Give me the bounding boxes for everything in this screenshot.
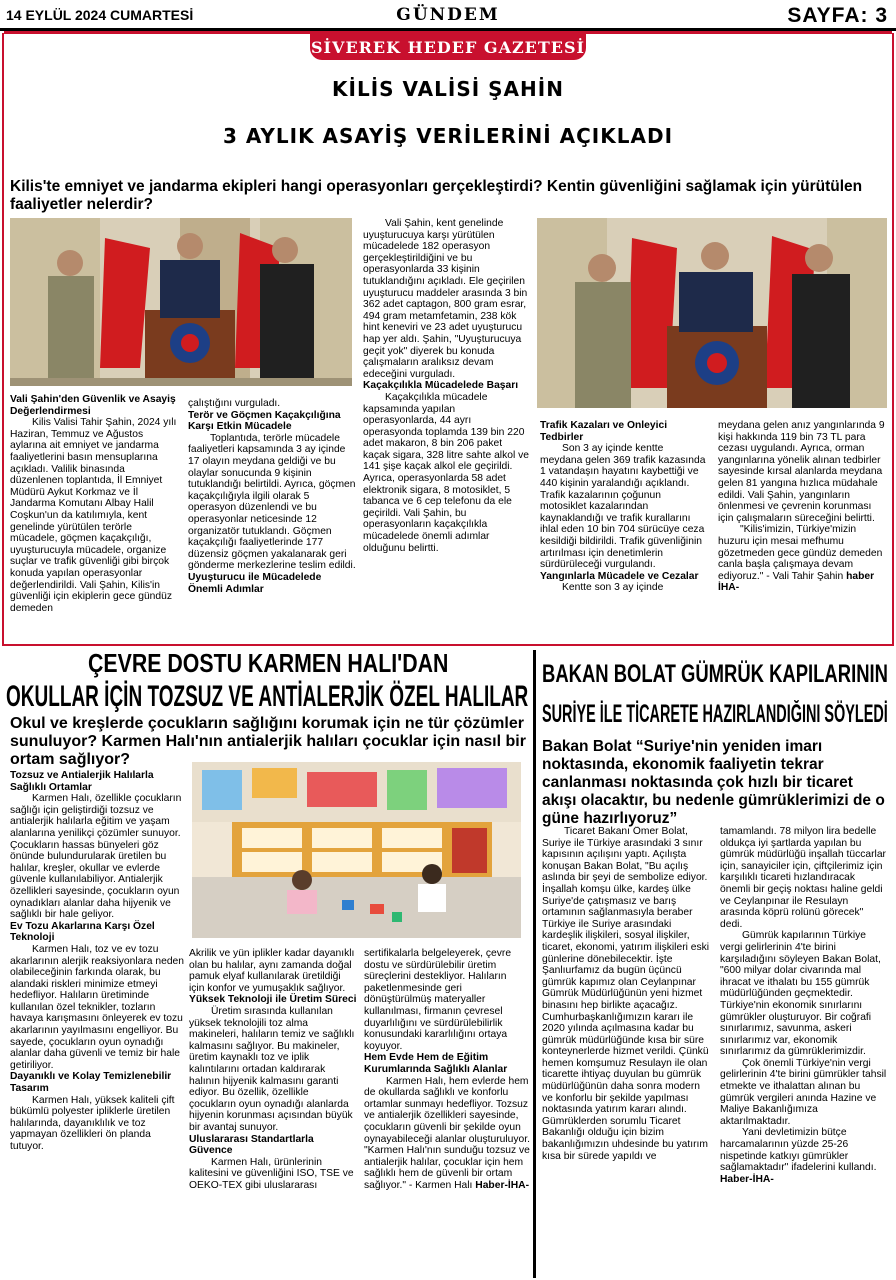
press-conference-image (10, 218, 352, 386)
paragraph: Çok önemli Türkiye'nin vergi gelirlerinin 4'te birini gümrükler tahsil etmekte ve ithalattan alınan bu gümrük vergileri anında Hazine ve Maliye Bakanlığımıza aktarılmaktadır. (720, 1057, 887, 1127)
story1-photo-left (10, 218, 352, 386)
subheading: Yüksek Teknoloji ile Üretim Süreci (189, 994, 357, 1006)
story1-lead: Kilis'te emniyet ve jandarma ekipleri hangi operasyonları gerçekleştirdi? Kentin güvenliğini sağlamak için yürütülen faaliyetler nelerdir? (10, 178, 863, 213)
paragraph: Karmen Halı, hem evlerde hem de okullarda sağlıklı ve konforlu ortamlar sunmayı hedefliyor. Tozsuz ve antialerjik özellikleri sayesinde, çocukların güvenli bir şekilde oyun oynayabileceği alanlar oluşturuluyor. (364, 1075, 530, 1145)
paragraph: çalıştığını vurguladı. (188, 398, 281, 409)
subheading: Vali Şahin'den Güvenlik ve Asayiş Değerlendirmesi (10, 394, 176, 417)
section-name: GÜNDEM (396, 5, 500, 25)
story1-column-5 (718, 420, 888, 638)
paragraph (720, 1127, 888, 1185)
paragraph: Ticaret Bakanı Ömer Bolat, Suriye ile Türkiye arasındaki 3 sınır kapısının açılışını yaptı. Açılışta konuşan Bakan Bolat, "Bu açılış aslında bir şeyi de sembolize ediyor. İnşallah komşu ülke, kardeş ülke Suriye'de çatışmasız ve barış ortamının sağlanmasıyla beraber Türkiye ile Suriye arasındaki kardeşlik ilişkileri, sosyal ilişkiler, ticaret, ekonomi, yatırım ilişkileri eski günlerine dönebilecektir. İşte Şanlıurfamız da bugün üçüncü gümrük kapımız olan Ceylanpınar Gümrük Müdürlüğünün yeni hizmet binasını hep birlikte açacağız. (542, 826, 710, 1011)
paragraph (364, 1145, 530, 1191)
subheading: Yangınlarla Mücadele ve Cezalar (540, 570, 699, 582)
paragraph: Üretim sırasında kullanılan yüksek teknolojili toz alma makineleri, halıların temiz ve sağlıklı kalmasını sağlıyor. Bu makineler, üretim kaynaklı toz ve iplik kalıntılarını ortadan kaldırarak halının hijyenik kalmasını garanti ediyor. Bu özellik, özellikle çocukların oyun oynadığı alanlarda hijyenin korunması açısından büyük bir avantaj sunuyor. (189, 1005, 355, 1133)
subheading: Trafik Kazaları ve Önleyici Tedbirler (540, 420, 668, 443)
story1-column-3 (363, 218, 531, 638)
story1-column-2 (188, 398, 356, 638)
story2-column-1 (10, 770, 184, 1275)
press-conference-image (537, 218, 887, 408)
story3-lead: Bakan Bolat “Suriye'nin yeniden imarı noktasında, ekonomik faaliyetin tekrar canlanması noktasında çok hızlı bir ticaret akışı olacaktır, bu nedenle gümrüklerimizi de o güne hazırlıyoruz” (542, 738, 885, 827)
story2-column-3 (364, 948, 530, 1275)
story1-headline-line1: KİLİS VALİSİ ŞAHİN (332, 77, 564, 101)
paragraph: Akrilik ve yün iplikler kadar dayanıklı olan bu halılar, aynı zamanda doğal pamuk elyaf kullanılarak üretildiği için konfor ve yumuşaklık sağlıyor. (189, 948, 355, 994)
paragraph: Kaçakçılıkla mücadele kapsamında yapılan operasyonlarda, 44 ayrı operasyonda toplamda 139 bin 220 adet makaron, 8 bin 206 paket kaçak sigara, 328 litre sahte alkol ve 141 şişe kaçak alkol ele geçirildi. Ayrıca, operasyonlarda 58 adet elektronik sigara, 8 motosiklet, 5 tabanca ve 6 cep telefonu da ele geçirildi. Vali Şahin, bu operasyonların kaçakçılıkla mücadelede önemli adımlar olduğunu belirtti. (363, 391, 529, 554)
paragraph: Gümrük kapılarının Türkiye vergi gelirlerinin 4'te birini karşıladığını söyleyen Bakan Bolat, "600 milyar dolar civarında mal ihracat ve ithalatı bu 155 gümrük müdürlüğünden geçmektedir. Türkiye'nin ekonomik sınırlarını gümrükler oluşturuyor. Bir coğrafi sınırlarımız, savunma, askeri sınırlarımız var, ekonomik sınırlarımız da gümrüklerimizdir. (720, 930, 881, 1058)
paragraph: Karmen Halı, toz ve ev tozu akarlarının alerjik reaksiyonlara neden olabileceğinin farkında olarak, bu alandaki riskleri minimize etmeyi hedefliyor. Halıların üretiminde kullanılan özel teknikler, tozların havaya karışmasını önleyerek ev tozu akarlarının yayılmasını engelliyor. Bu sayede, çocukların oyun oynadığı alanlar daha güvenli ve temiz bir hale getiriliyor. (10, 943, 184, 1071)
byline: Haber-İHA- (720, 1173, 774, 1185)
byline: Haber-İHA- (475, 1179, 530, 1191)
story2-photo (192, 762, 521, 938)
story2-headline-line1: ÇEVRE DOSTU KARMEN HALI'DAN (87, 648, 449, 678)
masthead-title: SİVEREK HEDEF GAZETESİ (310, 38, 586, 57)
story1-column-4 (540, 420, 708, 638)
paragraph: sertifikalarla belgeleyerek, çevre dostu ve sürdürülebilir üretim süreçlerini destekliyor. Halıların paketlenmesinde geri dönüştürülmüş materyaller kullanılması, firmanın çevresel duyarlılığını ve sürdürülebilirlik konusundaki kararlılığını ortaya koyuyor. (364, 948, 512, 1052)
paragraph: Cumhurbaşkanlığımızın kararı ile 2020 yılında açılmasına kadar bu gümrük müdürlüğünde kısa bir süre konteynerlerde hizmet verildi. Çünkü hemen komşumuz Resulayn ile olan ticarette ihtiyaç duyulan bu gümrük müdürlüğünün daha sonra modern ve konforlu bir şekilde yapılması noktasında yatırım kararı alındı. Gümrüklerden sorumlu Ticaret Bakanlığı olduğu için bizim bakanlığımızın uhdesinde bu yatırım kısa bir sürede yapıldı ve (542, 1011, 709, 1162)
story3-column-1 (542, 826, 710, 1276)
story2-lead: Okul ve kreşlerde çocukların sağlığını korumak için ne tür çözümler sunuluyor? Karmen Halı'nın antialerjik halıları çocuklar için nasıl bir ortam sağlıyor? (10, 715, 526, 768)
classroom-image (192, 762, 521, 938)
paragraph: Karmen Halı, yüksek kaliteli çift bükümlü polyester ipliklerle üretilen halılarında, dayanıklılık ve toz yapmayan özellikleri ön planda tutuyor. (10, 1094, 175, 1152)
subheading: Dayanıklı ve Kolay Temizlenebilir Tasarım (10, 1071, 172, 1095)
paragraph: Kentte son 3 ay içinde (562, 582, 664, 594)
story3-headline-line1: BAKAN BOLAT GÜMRÜK KAPILARININ (542, 660, 888, 688)
paragraph (718, 524, 888, 594)
subheading: Uluslararası Standartlarla Güvence (189, 1133, 314, 1157)
byline: haber İHA- (718, 570, 875, 594)
paragraph: meydana gelen anız yangınlarında 9 kişi hakkında 119 bin 73 TL para cezası uygulandı. Ayrıca, orman yangınlarına yönelik alınan tedbirler sayesinde kırsal alanlarda meydana gelen 81 yangına hızlıca müdahale edildi. Vali Şahin, yangınların önlenmesi ve çevrenin korunması için çalışmaların süreceğini belirtti. (718, 420, 885, 524)
column-divider (533, 650, 536, 1278)
paragraph: Karmen Halı, özellikle çocukların sağlığı için geliştirdiği tozsuz ve antialerjik halılarla eğitim ve yaşam alanlarına yenilikçi çözümler sunuyor. Çocukların hassas bünyeleri göz önünde bulundurularak üretilen bu halılar, kreşler, okullar ve evlerde güvenle kullanılabiliyor. Antialerjik özellikleri sayesinde, çocukların oyun oynadıkları alanlar daha hijyenik ve sağlıklı bir hale geliyor. (10, 793, 182, 921)
subheading: Ev Tozu Akarlarına Karşı Özel Teknoloji (10, 920, 155, 944)
paragraph: Son 3 ay içinde kentte meydana gelen 369 trafik kazasında 1 vatandaşın hayatını kaybettiği ve 440 kişinin yaralandığı açıklandı. Trafik kazalarının çoğunun motosiklet kazalarından kaynaklandığı ve trafik kurallarını ihlal eden 10 bin 704 sürücüye ceza kesildiği bildirildi. Trafik güvenliğinin artırılması için denetimlerin sürdürüleceği vurgulandı. (540, 443, 706, 571)
story1-headline-line2: 3 AYLIK ASAYİŞ VERİLERİNİ AÇIKLADI (222, 124, 674, 148)
subheading: Terör ve Göçmen Kaçakçılığına Karşı Etkin Mücadele (188, 409, 341, 433)
quote: "Kilis'imizin, Türkiye'mizin huzuru için mesai mefhumu gözetmeden gece gündüz demeden canla başla çalışmaya devam ediyoruz." - Vali Tahir Şahin (718, 524, 883, 582)
subheading: Uyuşturucu ile Mücadelede Önemli Adımlar (188, 571, 322, 595)
story1-photo-right (537, 218, 887, 408)
paragraph: tamamlandı. 78 milyon lira bedelle oldukça iyi şartlarda yapılan bu gümrük müdürlüğü inşallah tüccarlar için, sanayiciler için, çiftçilerimiz için karşılıklı ticareti hızlandıracak önemli bir geçiş noktası haline geldi ve Ceylanpınar ile Resulayn arasında köprü rolünü görecek" dedi. (720, 826, 886, 930)
paragraph: Vali Şahin, kent genelinde uyuşturucuya karşı yürütülen mücadelede 182 operasyon gerçekleştirildiğini ve bu operasyonlarda 33 kişinin tutuklandığını açıkladı. Ele geçirilen uyuşturucu maddeler arasında 3 bin 362 adet captagon, 800 gram esrar, 494 gram metamfetamin, 238 kök hint keneviri ve 23 adet uyuşturucu hap yer aldı. Şahin, "Uyuşturucuya geçit yok" diyerek bu konuda çalışmaların aralıksız devam edeceğini vurguladı. (363, 218, 528, 380)
story2-column-2 (189, 948, 357, 1275)
page-number: SAYFA: 3 (787, 4, 888, 27)
quote: "Karmen Halı'nın sunduğu tozsuz ve antialerjik halılar, çocuklar için hem sağlıklı hem de güvenli bir ortam sağlıyor." - Karmen Halı (364, 1145, 530, 1191)
paragraph: Kilis Valisi Tahir Şahin, 2024 yılı Haziran, Temmuz ve Ağustos aylarına ait emniyet ve jandarma faaliyetlerini basın mensuplarına açıkladı. Valilik binasında düzenlenen toplantıda, İl Emniyet Müdürü Aykut Korkmaz ve İl Jandarma Komutanı Albay Halil Coşkun'un da katılımıyla, kent genelinde yürütülen terörle mücadele, göçmen kaçakçılığı, uyuşturucuyla mücadele, organize suçlar ve trafik güvenliği gibi birçok konuda yapılan operasyonlar değerlendirildi. Vali Şahin, Kilis'in güvenliği için ekiplerin gece gündüz demeden (10, 417, 177, 614)
story2-headline-line2: OKULLAR İÇİN TOZSUZ VE ANTİALERJİK ÖZEL HALILAR (6, 680, 529, 713)
subheading: Tozsuz ve Antialerjik Halılarla Sağlıklı Ortamlar (10, 770, 154, 793)
subheading: Kaçakçılıkla Mücadelede Başarı (363, 380, 519, 392)
paragraph: Karmen Halı, ürünlerinin kalitesini ve güvenliğini ISO, TSE ve OEKO-TEX gibi uluslararası (189, 1156, 354, 1191)
subheading: Hem Evde Hem de Eğitim Kurumlarında Sağlıklı Alanlar (364, 1052, 508, 1075)
story3-headline-line2: SURİYE İLE TİCARETE HAZIRLANDIĞINI SÖYLEDİ (542, 700, 888, 728)
closing-text: Yani devletimizin bütçe harcamalarının yüzde 25-26 nispetinde katkıyı gümrükler sağlamaktadır" ifadelerini kullandı. (720, 1127, 877, 1174)
story3-column-2 (720, 826, 888, 1276)
paragraph: Toplantıda, terörle mücadele faaliyetleri kapsamında 3 ay içinde 17 olayın meydana geldiği ve bu olaylar sonucunda 9 kişinin tutuklandığı belirtildi. Ayrıca, göçmen kaçakçılığıyla ilgili olarak 5 operasyon düzenlendi ve bu operasyonlar neticesinde 12 organizatör tutuklandı. Göçmen kaçakçılığı faaliyetlerinde 177 düzensiz göçmen yakalanarak geri gönderme merkezlerine teslim edildi. (188, 432, 356, 572)
story1-column-1 (10, 394, 178, 638)
issue-date: 14 EYLÜL 2024 CUMARTESİ (6, 7, 194, 23)
